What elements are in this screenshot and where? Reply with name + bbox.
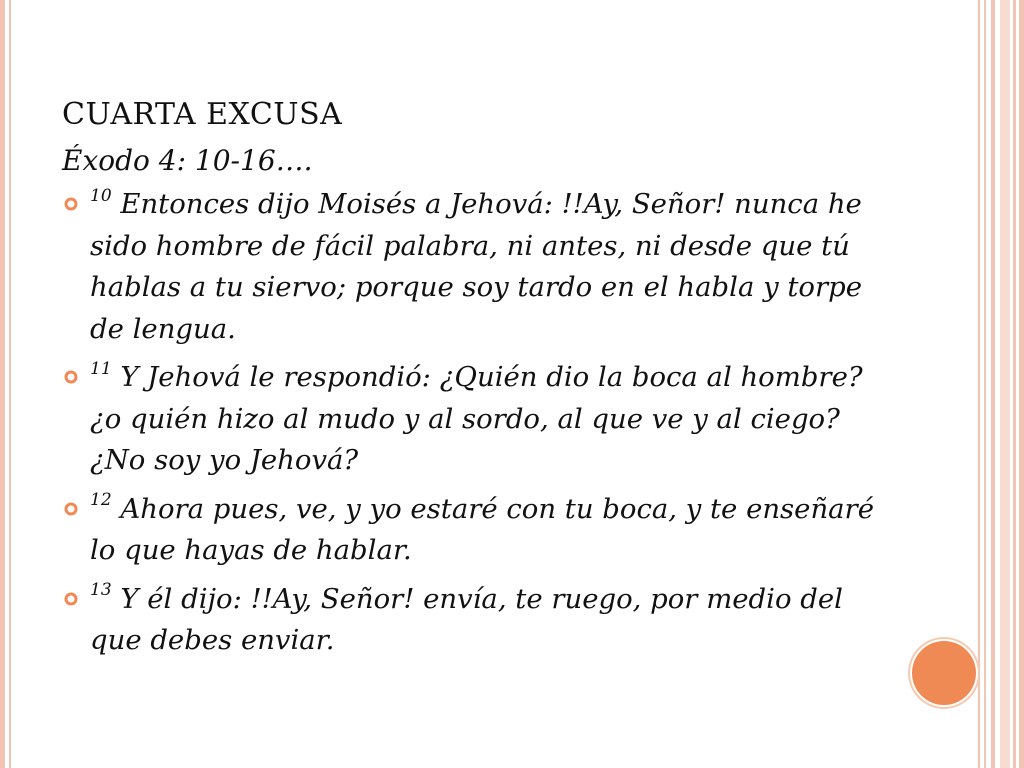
- bullet-ring-icon: [64, 370, 78, 384]
- verse-item: [62, 357, 882, 482]
- verse-item: [62, 579, 882, 662]
- right-accent-stripe: [991, 0, 995, 768]
- right-accent-stripe: [984, 0, 986, 768]
- verse-number: 11: [90, 358, 112, 379]
- bullet-ring-icon: [64, 592, 78, 606]
- verse-number: 13: [90, 580, 112, 601]
- verse-number: 10: [90, 185, 112, 206]
- verse-number: 12: [90, 490, 112, 511]
- left-accent-stripe-thin: [9, 0, 11, 768]
- verse-text: Y él dijo: !!Ay, Señor! envía, te ruego, por medio del que debes enviar.: [90, 582, 843, 656]
- verse-item: [62, 184, 882, 350]
- verse-item: [62, 489, 882, 572]
- scripture-reference: Éxodo 4: 10-16….: [62, 144, 313, 177]
- verse-text: Entonces dijo Moisés a Jehová: !!Ay, Señor! nunca he sido hombre de fácil palabra, ni antes, ni desde que tú hablas a tu siervo; porque soy tardo en el habla y torpe de lengua.: [90, 188, 862, 345]
- right-accent-stripe: [1019, 0, 1024, 768]
- slide-heading: CUARTA EXCUSA: [62, 97, 343, 132]
- bullet-ring-icon: [64, 197, 78, 211]
- slide-content: [62, 92, 882, 669]
- decorative-circle: [912, 641, 976, 705]
- verse-text: Y Jehová le respondió: ¿Quién dio la boca al hombre? ¿o quién hizo al mudo y al sordo, al que ve y al ciego? ¿No soy yo Jehová?: [90, 361, 863, 476]
- right-accent-stripe: [978, 0, 980, 768]
- left-accent-stripe: [0, 0, 5, 768]
- bullet-ring-icon: [64, 502, 78, 516]
- verse-list: [62, 184, 882, 662]
- right-accent-band: [1000, 0, 1010, 768]
- verse-text: Ahora pues, ve, y yo estaré con tu boca, y te enseñaré lo que hayas de hablar.: [90, 492, 874, 566]
- right-accent-stripe: [1013, 0, 1016, 768]
